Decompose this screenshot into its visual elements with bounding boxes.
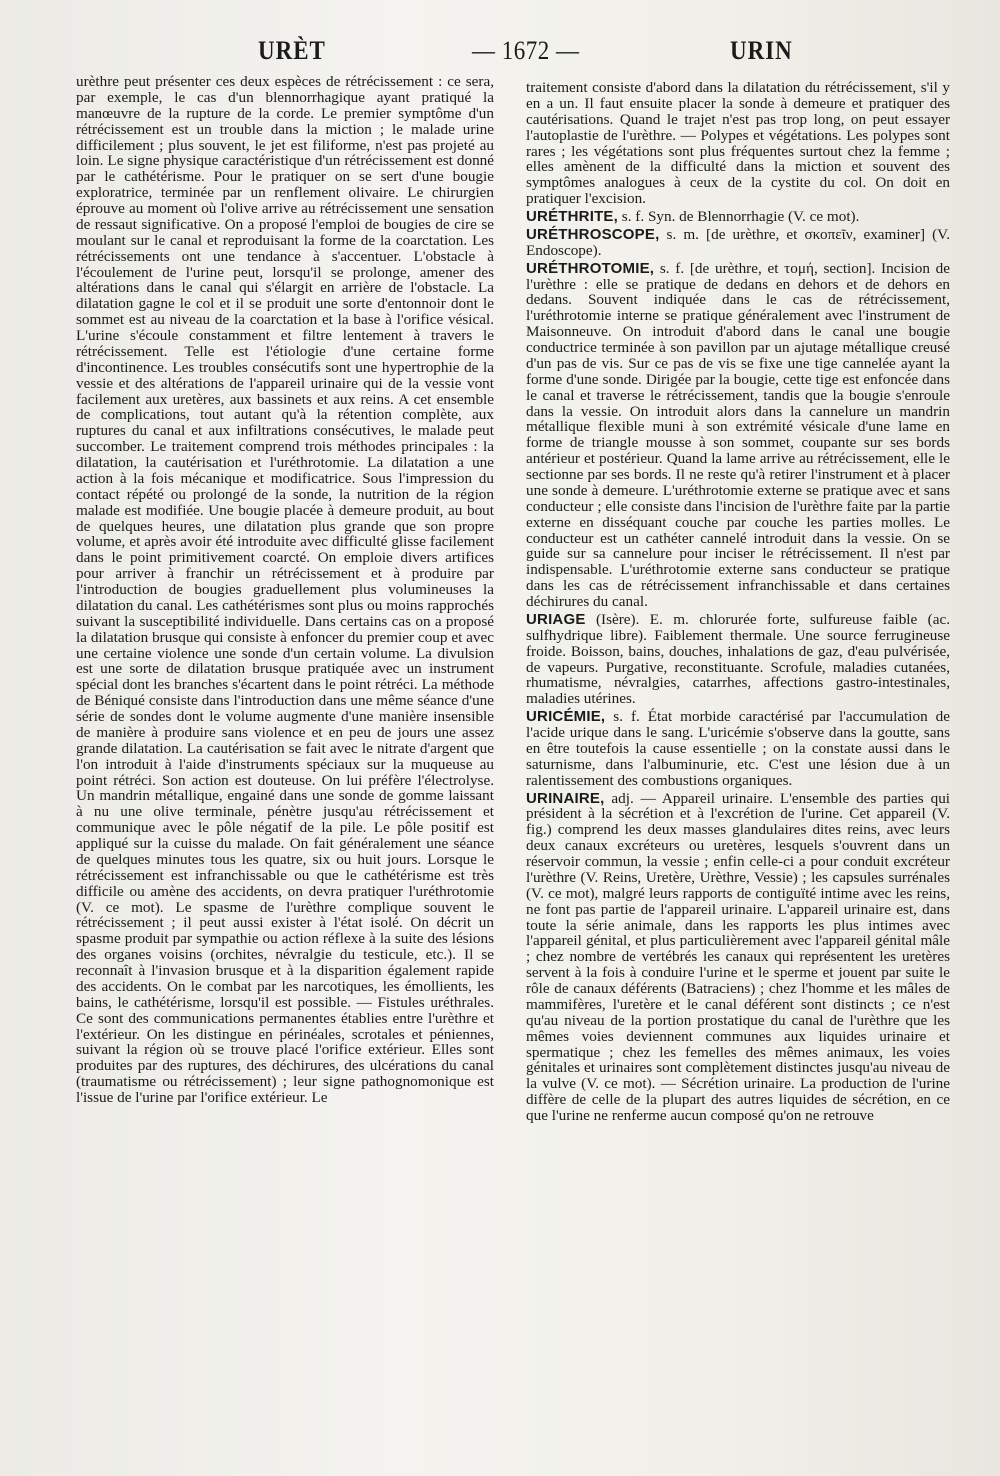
running-head-left: URÈT — [258, 36, 326, 65]
entry-headword: URÉTHRITE, — [526, 208, 618, 225]
entry-headword: URINAIRE, — [526, 789, 605, 807]
running-head-right: URIN — [730, 36, 793, 65]
right-column — [526, 80, 950, 1124]
entry-text: adj. — Appareil urinaire. L'ensemble des parties qui président à la sécrétion et à l'excrétion de l'urine. Cet appareil (V. fig.) comprend les deux masses glandulaires dites reins, avec leurs deux canaux excréteurs ou uretères, lesquels s'ouvrent dans un réservoir commun, la vessie ; enfin celle-ci a pour conduit excréteur l'urèthre (V. Reins, Uretère, Urèthre, Vessie) ; les capsules surrénales (V. ce mot), malgré leurs rapports de contiguïté intime avec les reins, ne font pas partie de l'appareil urinaire. L'appareil urinaire est, dans toute la série animale, dans les rapports les plus intimes avec l'appareil génital, et plus particulièrement avec l'appareil génital mâle ; chez nombre de vertébrés les canaux qui représentent les uretères servent à la fois à conduire l'urine et le sperme et jouent par suite le rôle de canaux déférents (Batraciens) ; chez l'homme et les mâles de mammifères, l'uretère et le canal déférent sont distincts ; ce n'est qu'au niveau de la portion prostatique du canal de l'urèthre que les mêmes voies deviennent communes aux liquides urinaire et spermatique ; chez les femelles des mêmes animaux, les voies génitales et urinaires sont complètement distinctes jusqu'au niveau de la vulve (V. ce mot). — Sécrétion urinaire. La production de l'urine diffère de celle de la plupart des autres liquides de sécrétion, en ce que l'urine ne renferme aucun composé qu'on ne retrouve — [526, 789, 951, 1124]
page-number: — 1672 — — [472, 36, 580, 65]
entry-headword: URÉTHROTOMIE, — [526, 259, 655, 277]
entry-urethrotomie — [526, 261, 950, 610]
entry-text: s. f. État morbide caractérisé par l'accumulation de l'acide urique dans le sang. L'uricémie s'observe dans la goutte, sans en être toutefois la cause essentielle ; on la constate aussi dans le saturnisme, dans l'albuminurie, etc. C'est une lésion due à un ralentissement des combustions organiques. — [526, 708, 951, 789]
running-head — [60, 38, 940, 72]
entry-urinaire — [526, 791, 950, 1124]
entry-urethroscope — [526, 227, 950, 259]
entry-urethrite — [526, 209, 950, 225]
left-column — [76, 74, 494, 1106]
entry-text: s. f. Syn. de Blennorrhagie (V. ce mot). — [621, 208, 860, 225]
entry-uriage — [526, 612, 950, 707]
entry-headword: URIAGE — [526, 610, 586, 628]
entry-headword: URÉTHROSCOPE, — [526, 225, 660, 243]
entry-text: s. m. [de urèthre, et σκοπεῖν, examiner] (V. Endoscope). — [526, 225, 950, 259]
entry-text: (Isère). E. m. chlorurée forte, sulfureuse faible (ac. sulfhydrique libre). Faiblement thermale. Une source ferrugineuse froide. Boisson, bains, douches, inhalations de gaz, d'eau pulvérisée, de vapeurs. Purgative, reconstituante. Scrofule, maladies cutanées, rhumatisme, névralgies, catarrhes, affections gastro-intestinales, maladies utérines. — [526, 610, 950, 708]
right-column-continuation: traitement consiste d'abord dans la dilatation du rétrécissement, s'il y en a un. Il faut ensuite placer la sonde à demeure et pratiquer des cautérisations. Quand le trajet n'est pas trop long, on peut essayer l'autoplastie de l'urèthre. — Polypes et végétations. Les polypes sont rares ; les végétations sont plus fréquentes surtout chez la femme ; elles amènent de la difficulté dans la miction et souvent des symptômes analogues à ceux de la cystite du col. On doit en pratiquer l'excision. — [526, 79, 950, 208]
left-column-text: urèthre peut présenter ces deux espèces de rétrécissement : ce sera, par exemple, le cas d'un blennorrhagique ayant pratiqué la manœuvre de la rupture de la corde. Le premier symptôme d'un rétrécissement est un trouble dans la miction ; le malade urine difficilement ; plus souvent, le jet est filiforme, n'est pas projeté au loin. Le signe physique caractéristique d'un rétrécissement est donné par le cathétérisme. Pour le pratiquer on se sert d'une bougie exploratrice, terminée par un renflement olivaire. Le chirurgien éprouve au moment où l'olive arrive au rétrécissement une sensation de ressaut significative. On a proposé l'emploi de bougies de cire se moulant sur le canal et reproduisant la forme de la coarctation. Les rétrécissements ont une tendance à s'accentuer. L'obstacle à l'écoulement de l'urine peut, lorsqu'il se prolonge, amener des altérations dans le canal qui s'élargit en arrière de l'obstacle. La dilatation gagne le col et il se produit une sorte d'entonnoir dont le sommet est au niveau de la coarctation et la base à l'orifice vésical. L'urine s'écoule constamment et filtre lentement à travers le rétrécissement. Telle est l'étiologie d'une certaine forme d'incontinence. Les troubles consécutifs sont une hypertrophie de la vessie et des altérations de l'appareil urinaire qui de la vessie vont facilement aux uretères, aux bassinets et aux reins. A cet ensemble de complications, tout autant qu'à la rétention complète, aux ruptures du canal et aux infiltrations consécutives, le malade peut succomber. Le traitement comprend trois méthodes principales : la dilatation, la cautérisation et l'uréthrotomie. La dilatation a une action à la fois mécanique et modificatrice. Sous l'impression du contact répété ou prolongé de la sonde, la nutrition de la région malade est modifiée. Une bougie placée à demeure produit, au bout de quelques heures, une dilatation plus grande que son propre volume, et après avoir été introduite avec difficulté glisse facilement dans le point primitivement coarcté. On emploie divers artifices pour arriver à franchir un rétrécissement et à produire par l'introduction de bougies graduellement plus volumineuses la dilatation du canal. Les cathétérismes sont plus ou moins rapprochés suivant la susceptibilité individuelle. Dans certains cas on a proposé la dilatation brusque qui consiste à enfoncer du premier coup et avec une certaine violence une sonde d'un certain volume. La divulsion est une sorte de dilatation brusque pratiquée avec un instrument spécial dont les branches s'écartent dans le point rétréci. La méthode de Béniqué consiste dans l'introduction dans une même séance d'une série de sondes dont le volume augmente d'une manière insensible de manière à produire sans violence et en peu de jours une assez grande dilatation. La cautérisation se fait avec le nitrate d'argent que l'on introduit à l'aide d'instruments spéciaux sur la muqueuse au point rétréci. Son action est douteuse. On lui préfère l'électrolyse. Un mandrin métallique, engainé dans une sonde de gomme laissant à nu une olive terminale, pénètre jusqu'au rétrécissement et communique avec le pôle négatif de la pile. Le pôle positif est appliqué sur la cuisse du malade. On fait généralement une séance de quelques minutes tous les quatre, six ou huit jours. Lorsque le rétrécissement est infranchissable ou que le cathétérisme est très difficile ou amène des accidents, on devra pratiquer l'uréthrotomie (V. ce mot). Le spasme de l'urèthre complique souvent le rétrécissement ; il peut aussi exister à l'état isolé. On décrit un spasme produit par sympathie ou action réflexe à la suite des lésions des organes voisins (orchites, névralgie du testicule, etc.). Il se reconnaît à l'invasion brusque et à la disparition également rapide des accidents. On le combat par les narcotiques, les émollients, les bains, le cathétérisme, lorsqu'il est possible. — Fistules uréthrales. Ce sont des communications permanentes établies entre l'urèthre et l'extérieur. On les distingue en périnéales, scrotales et péniennes, suivant la région où se trouve placé l'orifice extérieur. Elles sont produites par des ruptures, des déchirures, des ulcérations du canal (traumatisme ou rétrécissement) ; leur signe pathognomonique est l'issue de l'urine par l'orifice extérieur. Le — [76, 73, 494, 1106]
entry-uricemie — [526, 709, 950, 788]
entry-text: s. f. [de urèthre, et τομή, section]. Incision de l'urèthre : elle se pratique de dedans en dehors et de dehors en dedans. Souvent indiquée dans le cas de rétrécissement, l'uréthrotomie interne se pratique généralement avec l'instrument de Maisonneuve. On introduit d'abord dans le canal une bougie conductrice terminée à son pavillon par un ajutage métallique creusé d'un pas de vis. Sur ce pas de vis se fixe une tige cannelée ayant la forme d'une sonde. Dirigée par la bougie, cette tige est enfoncée dans le canal et traverse le rétrécissement, tandis que la bougie s'enroule dans la vessie. On introduit alors dans la cannelure un mandrin métallique flexible muni à son extrémité vésicale d'une lame en forme de triangle mousse à son sommet, coupante sur ses bords antérieur et postérieur. Quand la lame arrive au rétrécissement, elle le sectionne par ses bords. Il ne reste qu'à retirer l'instrument et à placer une sonde à demeure. L'uréthrotomie externe se pratique avec et sans conducteur ; elle consiste dans l'incision de l'urèthre faite par la partie externe en disséquant couche par couche les parties molles. Le conducteur est un cathéter cannelé introduit dans la vessie. On se guide sur sa cannelure pour inciser le rétrécissement. Il n'est par indispensable. L'uréthrotomie externe sans conducteur se pratique dans les cas de rétrécissement infranchissable et dans certaines déchirures du canal. — [526, 259, 951, 610]
entry-headword: URICÉMIE, — [526, 708, 606, 726]
